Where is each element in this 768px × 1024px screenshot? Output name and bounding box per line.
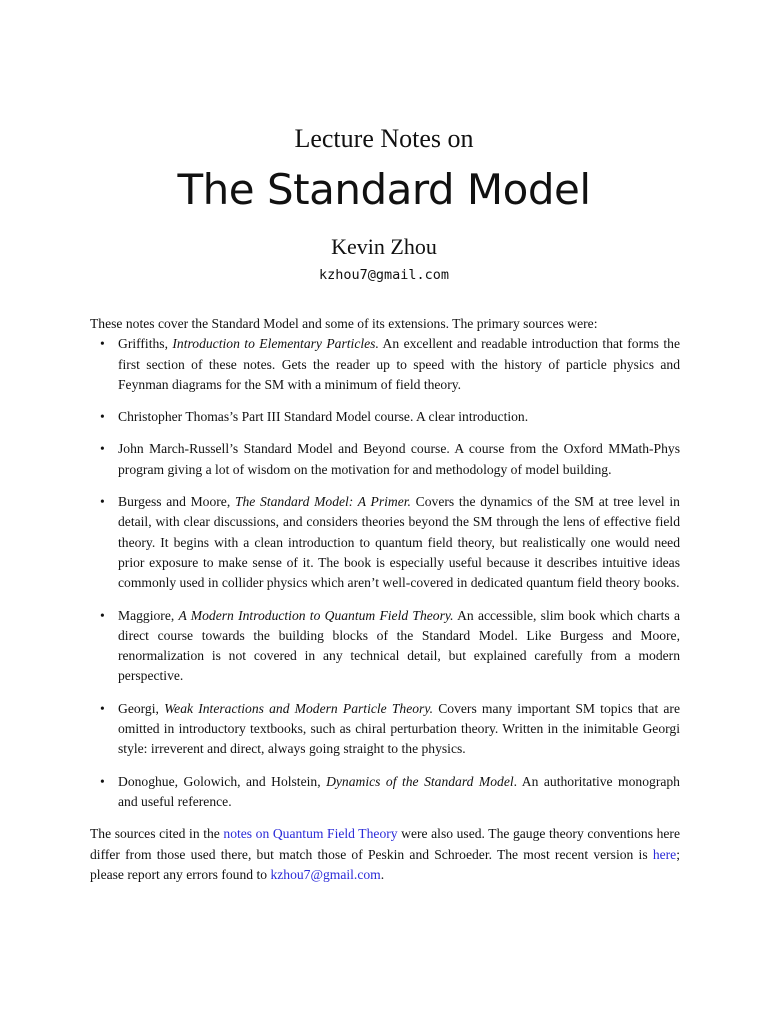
email-link[interactable]: kzhou7@gmail.com (270, 866, 381, 882)
bullet-icon: • (100, 336, 105, 352)
list-item (90, 699, 680, 760)
source-prefix: Maggiore, (118, 607, 179, 623)
source-title: A Modern Introduction to Quantum Field Theory. (178, 607, 454, 623)
closing-text: . (380, 866, 385, 882)
bullet-icon: • (100, 607, 105, 623)
source-title: Introduction to Elementary Particles. (172, 336, 379, 352)
source-description: An excellent and readable introduction that forms the first section of these notes. Gets the reader up to speed with the history of particle physics and Feynman diagrams for the SM with a minimum of field theory. (118, 336, 680, 392)
source-prefix: Christopher Thomas’s Part III Standard Model course. A clear introduction. (118, 409, 529, 425)
document-body (90, 314, 680, 885)
list-item (90, 439, 680, 480)
qft-notes-link[interactable]: notes on Quantum Field Theory (223, 826, 398, 842)
author-email: kzhou7@gmail.com (318, 267, 450, 283)
source-prefix: John March-Russell’s Standard Model and Beyond course. A course from the Oxford MMath-Phys program giving a lot of wisdom on the motivation for and methodology of model building. (118, 441, 680, 477)
source-prefix: Georgi, (118, 700, 165, 716)
bullet-icon: • (100, 700, 105, 716)
author-name: Kevin Zhou (331, 234, 437, 259)
latest-version-link[interactable]: here (652, 846, 677, 862)
source-prefix: Donoghue, Golowich, and Holstein, (118, 773, 327, 789)
document-title: The Standard Model (177, 165, 591, 214)
document-subtitle: Lecture Notes on (294, 124, 474, 153)
list-item (90, 606, 680, 687)
closing-paragraph (90, 824, 680, 885)
list-item (90, 492, 680, 593)
bullet-icon: • (100, 409, 105, 425)
list-item (90, 772, 680, 813)
list-item (90, 407, 680, 427)
intro-paragraph: These notes cover the Standard Model and some of its extensions. The primary sources were: (90, 316, 598, 331)
source-title: Dynamics of the Standard Model (326, 773, 514, 789)
list-item (90, 334, 680, 395)
source-prefix: Burgess and Moore, (118, 494, 235, 510)
source-description: . An authoritative monograph and useful reference. (118, 773, 680, 809)
closing-text: were also used. The gauge theory conventions here differ from those used there, but match those of Peskin and Schroeder. The most recent version is (90, 826, 680, 862)
title-block (0, 122, 768, 286)
sources-list (90, 334, 680, 812)
bullet-icon: • (100, 494, 105, 510)
source-title: The Standard Model: A Primer. (234, 494, 411, 510)
bullet-icon: • (100, 441, 105, 457)
source-description: Covers many important SM topics that are omitted in introductory textbooks, such as chiral perturbation theory. Written in the inimitable Georgi style: irreverent and direct, always going straight to the physics. (118, 700, 680, 757)
source-description: An accessible, slim book which charts a direct course towards the building blocks of the Standard Model. Like Burgess and Moore, renormalization is not covered in any technical detail, but explained carefully from a modern perspective. (118, 607, 680, 684)
closing-text: The sources cited in the (90, 826, 224, 842)
source-title: Weak Interactions and Modern Particle Theory. (164, 700, 434, 716)
source-description: Covers the dynamics of the SM at tree level in detail, with clear discussions, and considers theories beyond the SM through the lens of effective field theory. It begins with a clean introduction to quantum field theory, but realistically one would need prior exposure to make sense of it. The book is especially useful because it describes intuitive ideas commonly used in collider physics which aren’t well-covered in dedicated quantum field theory books. (118, 494, 680, 591)
source-prefix: Griffiths, (118, 336, 173, 352)
closing-text: ; please report any errors found to (90, 846, 680, 882)
bullet-icon: • (100, 773, 105, 789)
